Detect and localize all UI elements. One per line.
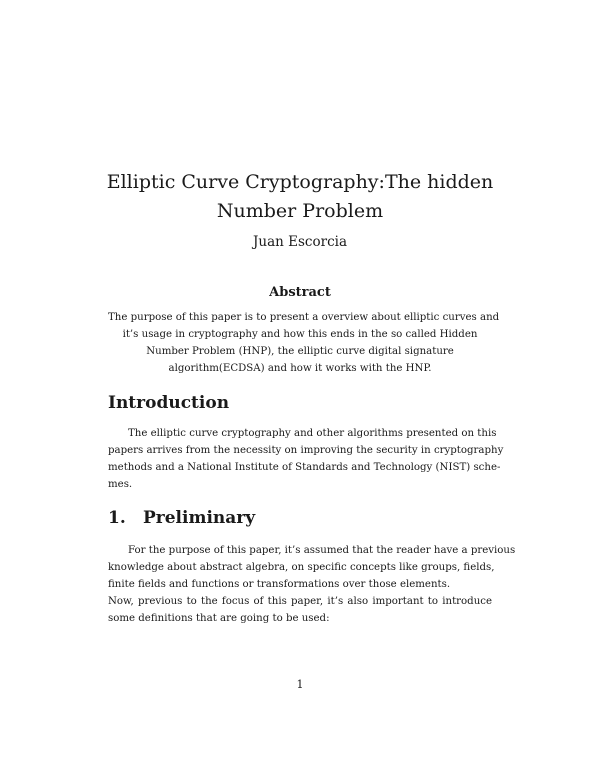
abstract-text <box>108 309 500 377</box>
abstract-line: The purpose of this paper is to present a overview about elliptic curves and <box>108 312 500 323</box>
paragraph-line: mes. <box>108 479 133 490</box>
abstract-line: it’s usage in cryptography and how this ends in the so called Hidden <box>122 329 478 340</box>
abstract-line: algorithm(ECDSA) and how it works with the HNP. <box>168 363 432 374</box>
page-number: 1 <box>296 678 304 691</box>
author-name: Juan Escorcia <box>253 234 347 250</box>
introduction-paragraph <box>108 425 504 493</box>
paper-title <box>100 168 500 226</box>
preliminary-heading <box>108 508 255 528</box>
section-title: Preliminary <box>143 508 256 528</box>
section-number: 1. <box>108 508 126 528</box>
paragraph-line: papers arrives from the necessity on improving the security in cryptography <box>108 445 504 456</box>
paragraph-line: Now, previous to the focus of this paper, it’s also important to introduce <box>108 596 492 607</box>
paragraph-line: some definitions that are going to be used: <box>108 613 330 624</box>
paragraph-line: finite fields and functions or transformations over those elements. <box>108 579 451 590</box>
title-line: Elliptic Curve Cryptography:The hidden <box>106 171 494 193</box>
paragraph-line: The elliptic curve cryptography and other algorithms presented on this <box>128 428 497 439</box>
abstract-heading: Abstract <box>269 285 331 300</box>
title-line: Number Problem <box>216 200 384 222</box>
paragraph-line: methods and a National Institute of Standards and Technology (NIST) sche- <box>108 462 501 473</box>
paragraph-line: For the purpose of this paper, it’s assumed that the reader have a previous <box>128 545 516 556</box>
introduction-heading: Introduction <box>108 393 230 413</box>
paragraph-line: knowledge about abstract algebra, on specific concepts like groups, fields, <box>108 562 495 573</box>
preliminary-paragraph <box>108 542 516 627</box>
abstract-line: Number Problem (HNP), the elliptic curve digital signature <box>146 346 454 357</box>
